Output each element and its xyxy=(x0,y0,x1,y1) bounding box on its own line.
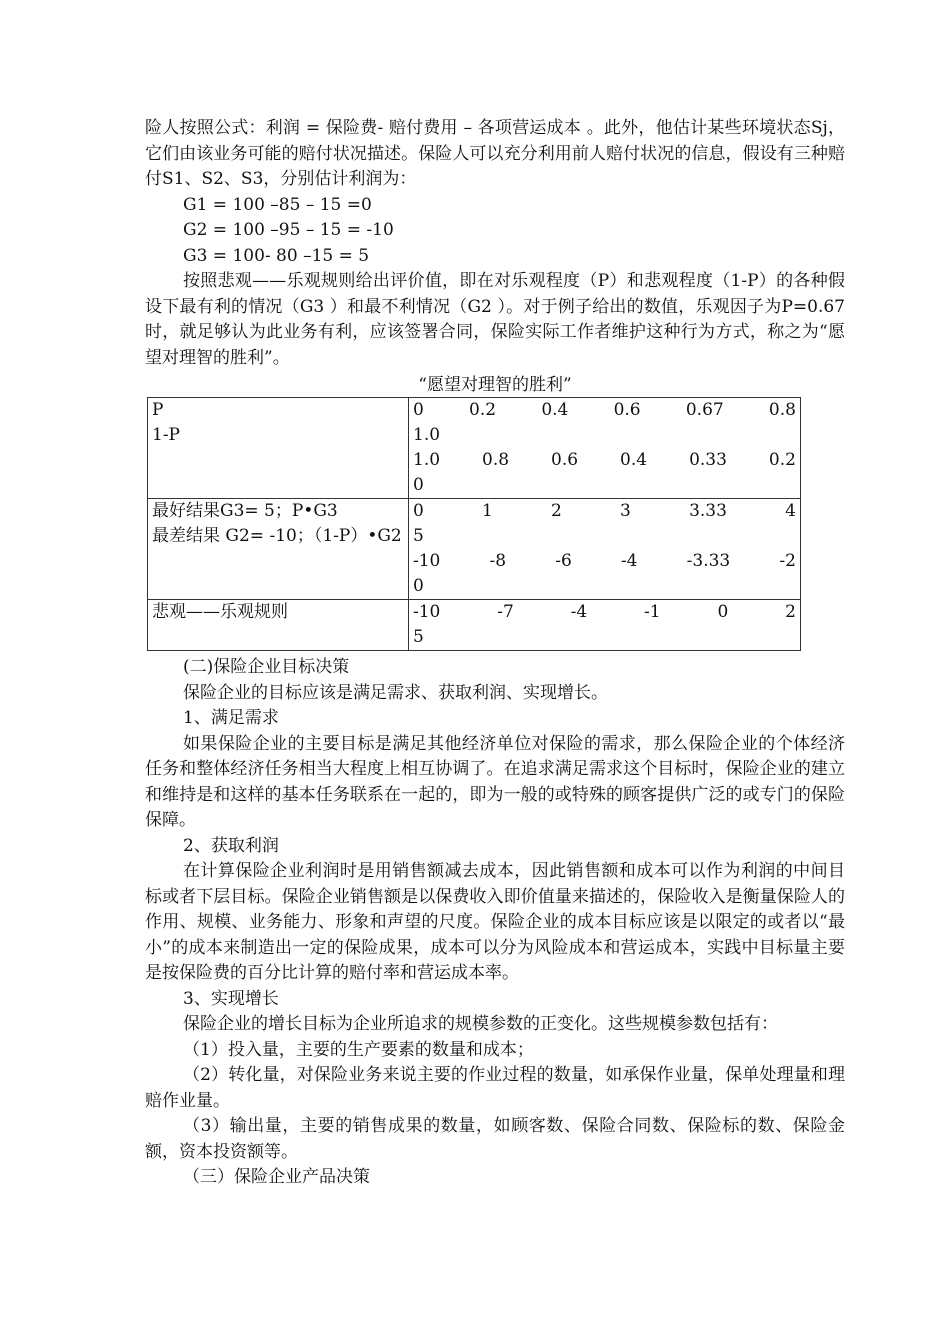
table-value: -2 xyxy=(779,551,796,571)
table-value: 0.6 xyxy=(551,450,579,470)
row-label-cell xyxy=(148,600,409,651)
row-label-cell xyxy=(148,398,409,499)
values-line xyxy=(413,549,796,574)
table-value: 4 xyxy=(785,501,796,521)
table-value: 0 xyxy=(413,475,424,495)
table-value: 3 xyxy=(620,501,631,521)
document-body xyxy=(145,116,845,1191)
section-heading-product-decision: （三）保险企业产品决策 xyxy=(183,1167,370,1187)
table-value: -1 xyxy=(644,602,661,622)
table-value: -7 xyxy=(497,602,514,622)
row-values-cell xyxy=(409,398,801,499)
row-values-cell xyxy=(409,600,801,651)
values-line xyxy=(413,499,796,524)
paragraph-profit-formula: 险人按照公式：利润 = 保险费- 赔付费用 – 各项营运成本 。此外，他估计某些环境状态Sj，它们由该业务可能的赔付状况描述。保险人可以充分利用前人赔付状况的信息，假设有三种赔付S1、S2、S3，分别估计利润为： xyxy=(145,118,845,189)
table-row xyxy=(148,398,801,499)
values-line xyxy=(413,625,796,650)
list-item-input: （1）投入量，主要的生产要素的数量和成本； xyxy=(183,1039,534,1060)
list-item-conversion: （2）转化量，对保险业务来说主要的作业过程的数量，如承保作业量，保单处理量和理赔作业量。 xyxy=(145,1065,845,1111)
table-value: 1.0 xyxy=(413,450,441,470)
values-line xyxy=(413,448,796,473)
table-value: 0.4 xyxy=(541,400,569,420)
table-value: 1 xyxy=(482,501,493,521)
values-line xyxy=(413,574,796,599)
table-value: 0.2 xyxy=(469,400,497,420)
table-value: 5 xyxy=(413,627,424,647)
paragraph-obtain-profit: 在计算保险企业利润时是用销售额减去成本，因此销售额和成本可以作为利润的中间目标或者下层目标。保险企业销售额是以保费收入即价值量来描述的，保险收入是衡量保险人的作用、规模、业务能力、形象和声望的尺度。保险企业的成本目标应该是以限定的或者以“最小”的成本来制造出一定的保险成果，成本可以分为风险成本和营运成本，实践中目标量主要是按保险费的百分比计算的赔付率和营运成本率。 xyxy=(145,861,845,983)
row-label-line: P xyxy=(152,400,164,420)
row-label-line: 1-P xyxy=(152,425,180,445)
subheading-meet-demand: 1、满足需求 xyxy=(183,708,279,728)
subheading-obtain-profit: 2、获取利润 xyxy=(183,835,279,856)
row-label-line: 最差结果 G2= -10；（1-P）•G2 xyxy=(152,526,402,546)
table-value: -4 xyxy=(570,602,588,622)
paragraph-meet-demand: 如果保险企业的主要目标是满足其他经济单位对保险的需求，那么保险企业的个体经济任务和整体经济任务相当大程度上相互协调了。在追求满足需求这个目标时，保险企业的建立和维持是和这样的基本任务联系在一起的，即为一般的或特殊的顾客提供广泛的或专门的保险保障。 xyxy=(145,733,845,830)
paragraph-achieve-growth: 保险企业的增长目标为企业所追求的规模参数的正变化。这些规模参数包括有： xyxy=(183,1014,778,1034)
table-value: 0 xyxy=(413,400,424,420)
table-value: 0 xyxy=(413,501,424,521)
table-value: -10 xyxy=(413,551,441,571)
table-caption: “愿望对理智的胜利” xyxy=(418,375,572,395)
values-line xyxy=(413,524,796,549)
formula-g2: G2 = 100 –95 – 15 = -10 xyxy=(183,220,394,240)
table-value: 0.33 xyxy=(689,450,727,470)
table-row xyxy=(148,600,801,651)
table-value: 3.33 xyxy=(689,501,727,521)
table-value: 1.0 xyxy=(413,425,441,445)
values-line xyxy=(413,473,796,498)
table-row xyxy=(148,499,801,600)
values-line xyxy=(413,398,796,423)
decision-table xyxy=(147,397,801,651)
table-value: 0.4 xyxy=(620,450,648,470)
table-value: 2 xyxy=(785,602,796,622)
row-label-cell xyxy=(148,499,409,600)
section-heading-target-decision: (二)保险企业目标决策 xyxy=(183,657,350,677)
table-value: 0 xyxy=(717,602,729,622)
table-value: 0.8 xyxy=(768,400,796,420)
table-value: 0.67 xyxy=(685,400,724,420)
row-values-cell xyxy=(409,499,801,600)
row-label-line: 悲观——乐观规则 xyxy=(152,602,288,622)
table-value: -6 xyxy=(555,551,572,571)
table-value: 0 xyxy=(413,576,424,596)
values-line xyxy=(413,600,796,625)
formula-g1: G1 = 100 –85 – 15 =0 xyxy=(183,194,372,215)
formula-g3: G3 = 100- 80 –15 = 5 xyxy=(183,245,370,266)
table-value: 5 xyxy=(413,526,424,546)
paragraph-target-intro: 保险企业的目标应该是满足需求、获取利润、实现增长。 xyxy=(183,682,608,703)
table-value: -3.33 xyxy=(686,551,731,571)
table-value: -8 xyxy=(489,551,507,571)
list-item-output: （3）输出量，主要的销售成果的数量，如顾客数、保险合同数、保险标的数、保险金额，资本投资额等。 xyxy=(145,1116,845,1162)
table-value: 0.6 xyxy=(613,400,641,420)
values-line xyxy=(413,423,796,448)
table-value: 0.2 xyxy=(768,450,796,470)
table-value: 2 xyxy=(551,501,562,521)
table-value: -10 xyxy=(413,602,441,622)
paragraph-pessimism-optimism-rule: 按照悲观——乐观规则给出评价值，即在对乐观程度（P）和悲观程度（1-P）的各种假设下最有利的情况（G3 ）和最不利情况（G2 ）。对于例子给出的数值，乐观因子为P=0.67时，就足够认为此业务有利，应该签署合同，保险实际工作者维护这种行为方式，称之为“愿望对理智的胜利”。 xyxy=(145,271,845,368)
table-value: -4 xyxy=(620,551,638,571)
row-label-line: 最好结果G3= 5；P•G3 xyxy=(152,501,338,521)
subheading-achieve-growth: 3、实现增长 xyxy=(183,988,279,1009)
table-value: 0.8 xyxy=(482,450,510,470)
